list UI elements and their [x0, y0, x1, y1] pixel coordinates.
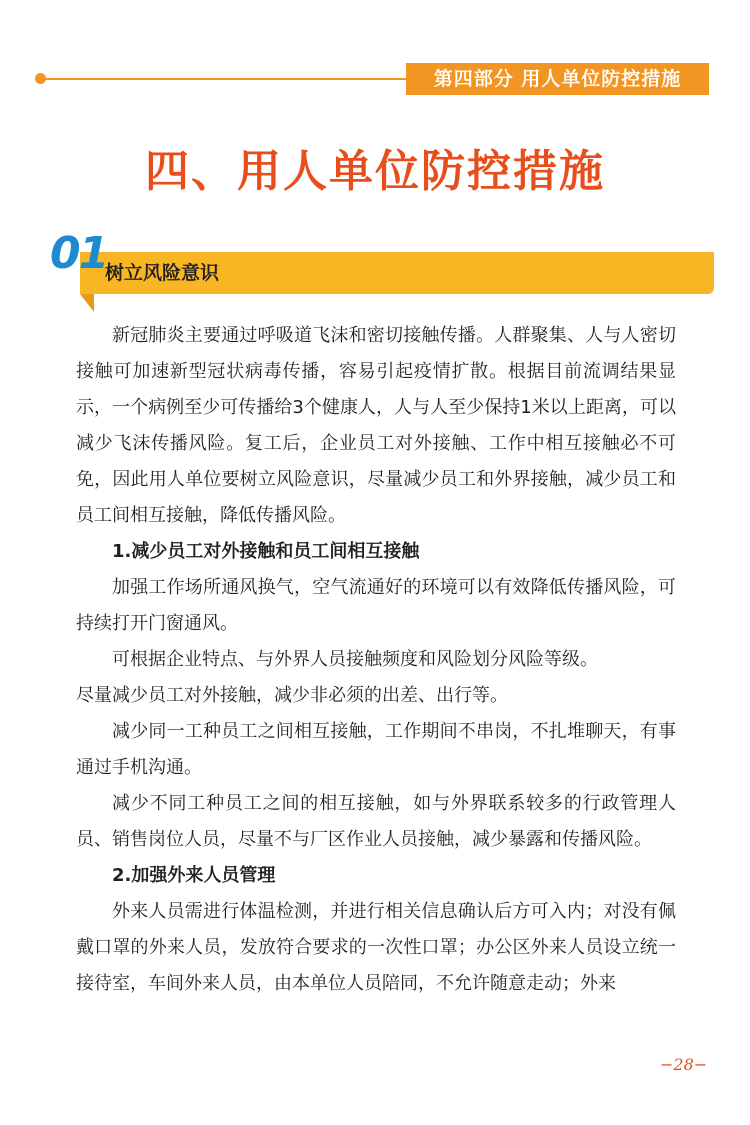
- paragraph: 外来人员需进行体温检测，并进行相关信息确认后方可入内；对没有佩戴口罩的外来人员，发放符合要求的一次性口罩；办公区外来人员设立统一接待室，车间外来人员，由本单位人员陪同，不允许随意走动；外来: [76, 901, 676, 994]
- subheading: 1.减少员工对外接触和员工间相互接触: [112, 541, 420, 562]
- body-text: [76, 318, 676, 1002]
- paragraph: 可根据企业特点、与外界人员接触频度和风险划分风险等级。: [112, 649, 598, 670]
- section-heading: 树立风险意识: [105, 262, 220, 284]
- paragraph: 减少不同工种员工之间的相互接触，如与外界联系较多的行政管理人员、销售岗位人员，尽量不与厂区作业人员接触，减少暴露和传播风险。: [76, 793, 676, 850]
- subheading: 2.加强外来人员管理: [112, 865, 276, 886]
- paragraph: 减少同一工种员工之间相互接触，工作期间不串岗，不扎堆聊天，有事通过手机沟通。: [76, 721, 676, 778]
- paragraph: 尽量减少员工对外接触，减少非必须的出差、出行等。: [76, 685, 508, 706]
- section-banner-fold: [80, 294, 94, 312]
- paragraph: 新冠肺炎主要通过呼吸道飞沫和密切接触传播。人群聚集、人与人密切接触可加速新型冠状病毒传播，容易引起疫情扩散。根据目前流调结果显示，一个病例至少可传播给3个健康人，人与人至少保持1米以上距离，可以减少飞沫传播风险。复工后，企业员工对外接触、工作中相互接触必不可免，因此用人单位要树立风险意识，尽量减少员工和外界接触，减少员工和员工间相互接触，降低传播风险。: [76, 325, 676, 526]
- paragraph: 加强工作场所通风换气，空气流通好的环境可以有效降低传播风险，可持续打开门窗通风。: [76, 577, 676, 634]
- chapter-tag: 第四部分 用人单位防控措施: [406, 63, 709, 95]
- page-number: −28−: [660, 1055, 708, 1074]
- header-rule: [44, 78, 406, 80]
- section-number: 01: [50, 228, 108, 279]
- page-title: 四、用人单位防控措施: [145, 146, 605, 197]
